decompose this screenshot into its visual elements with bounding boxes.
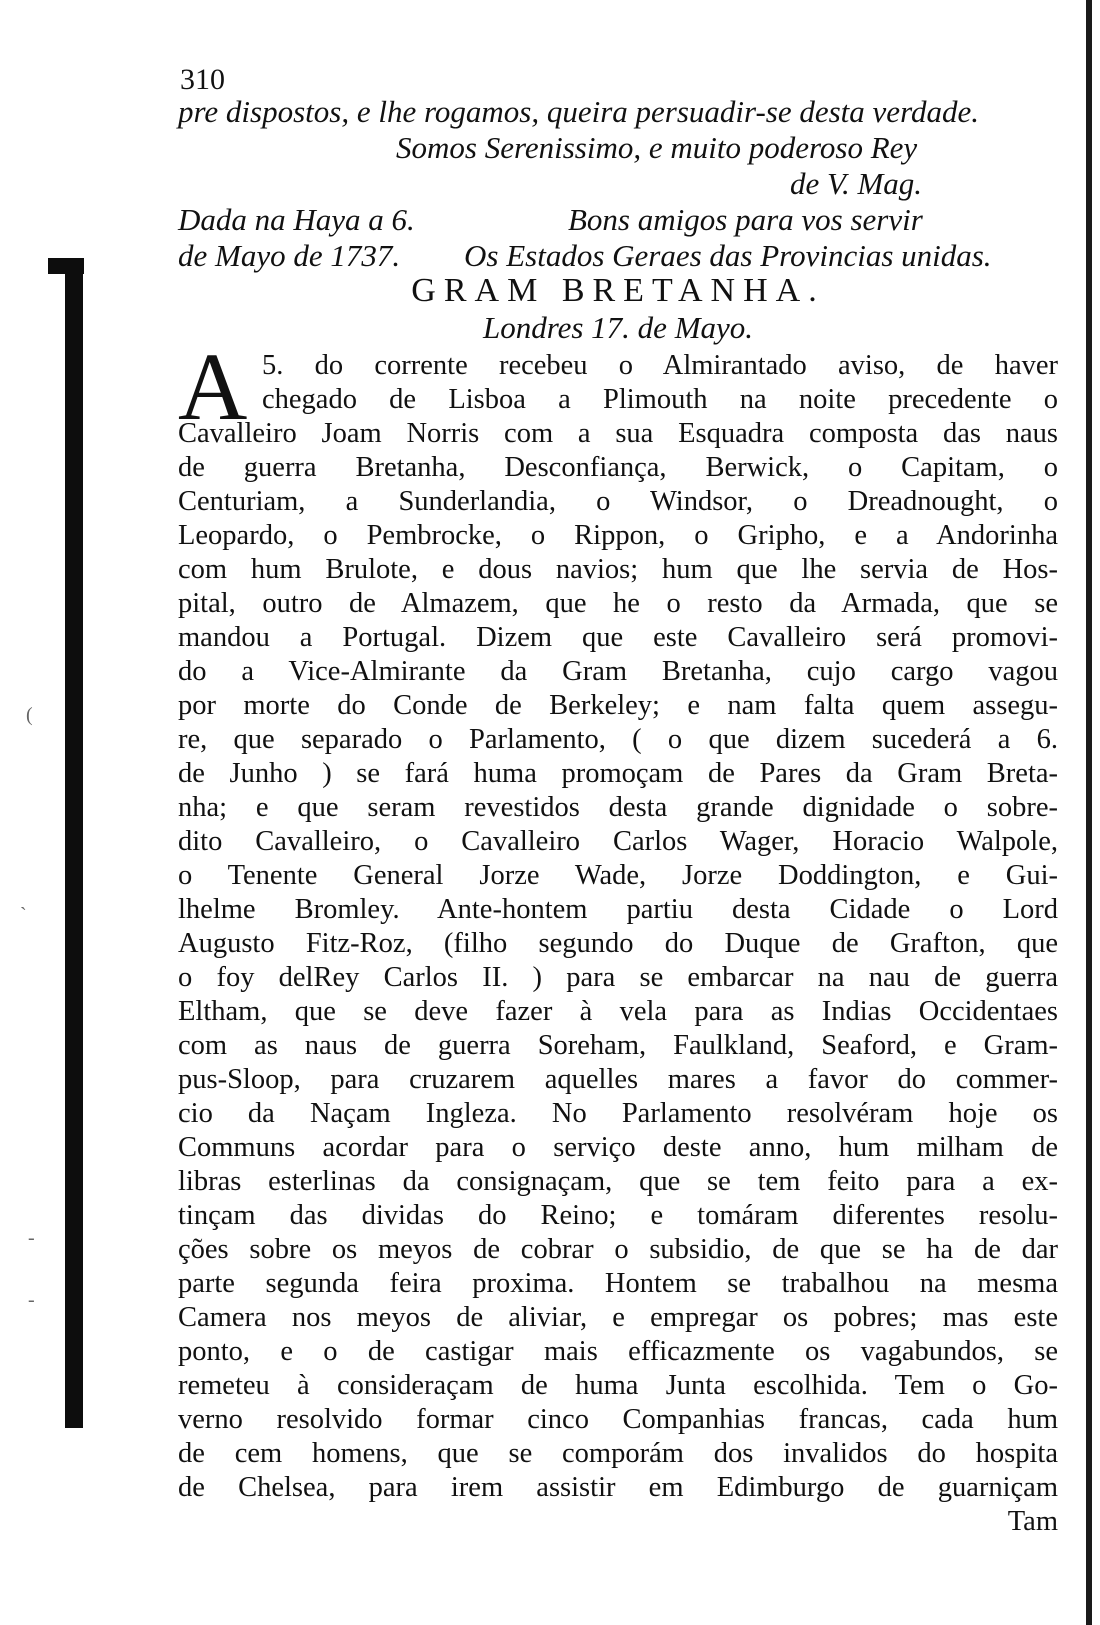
body-line: chegado de Lisboa a Plimouth na noite precedente o (262, 384, 1058, 415)
body-line: de guerra Bretanha, Desconfiança, Berwick, o Capitam, o (178, 452, 1058, 483)
dateline-year: de Mayo de 1737. (178, 238, 401, 273)
salutation: Bons amigos para vos servir (568, 202, 923, 237)
body-line: de cem homens, que se comporám dos invalidos do hospita (178, 1438, 1058, 1469)
signatories: Os Estados Geraes das Provincias unidas. (464, 238, 992, 273)
closing-line-3: de V. Mag. (790, 166, 923, 201)
body-line: verno resolvido formar cinco Companhias francas, cada hum (178, 1404, 1058, 1435)
body-line: Cavalleiro Joam Norris com a sua Esquadra composta das naus (178, 418, 1058, 449)
body-line: remeteu à consideraçam de huma Junta escolhida. Tem o Go- (178, 1370, 1058, 1401)
body-line: libras esterlinas da consignaçam, que se tem feito para a ex- (178, 1166, 1058, 1197)
body-line: mandou a Portugal. Dizem que este Cavalleiro será promovi- (178, 622, 1058, 653)
body-line: ções sobre os meyos de cobrar o subsidio, de que se ha de dar (178, 1234, 1058, 1265)
closing-line-1: pre dispostos, e lhe rogamos, queira persuadir-se desta verdade. (178, 94, 979, 129)
body-line: pital, outro de Almazem, que he o resto da Armada, que se (178, 588, 1058, 619)
binding-edge-left (65, 268, 83, 1428)
body-line: cio da Naçam Ingleza. No Parlamento resolvéram hoje os (178, 1098, 1058, 1129)
margin-speck: - (28, 1227, 35, 1249)
body-line: de Chelsea, para irem assistir em Edimburgo de guarniçam (178, 1472, 1058, 1503)
body-line: dito Cavalleiro, o Cavalleiro Carlos Wager, Horacio Walpole, (178, 826, 1058, 857)
body-line: Eltham, que se deve fazer à vela para as Indias Occidentaes (178, 996, 1058, 1027)
body-line: lhelme Bromley. Ante-hontem partiu desta Cidade o Lord (178, 894, 1058, 925)
catchword: Tam (1007, 1506, 1058, 1537)
body-line: parte segunda feira proxima. Hontem se trabalhou na mesma (178, 1268, 1058, 1299)
body-line: de Junho ) se fará huma promoçam de Pares da Gram Breta- (178, 758, 1058, 789)
body-line: Communs acordar para o serviço deste anno, hum milham de (178, 1132, 1058, 1163)
margin-speck: - (28, 1289, 35, 1311)
body-line: por morte do Conde de Berkeley; e nam falta quem assegu- (178, 690, 1058, 721)
body-line: Centuriam, a Sunderlandia, o Windsor, o Dreadnought, o (178, 486, 1058, 517)
body-line: o Tenente General Jorze Wade, Jorze Doddington, e Gui- (178, 860, 1058, 891)
body-line: pus-Sloop, para cruzarem aquelles mares a favor do commer- (178, 1064, 1058, 1095)
section-dateline: Londres 17. de Mayo. (482, 310, 754, 345)
body-line: Leopardo, o Pembrocke, o Rippon, o Gripho, e a Andorinha (178, 520, 1058, 551)
closing-line-2: Somos Serenissimo, e muito poderoso Rey (396, 130, 918, 165)
body-line: com hum Brulote, e dous navios; hum que lhe servia de Hos- (178, 554, 1058, 585)
margin-speck: ( (26, 704, 33, 726)
body-line: Augusto Fitz-Roz, (filho segundo do Duque de Grafton, que (178, 928, 1058, 959)
body-line: com as naus de guerra Soreham, Faulkland, Seaford, e Gram- (178, 1030, 1058, 1061)
body-line: re, que separado o Parlamento, ( o que dizem sucederá a 6. (178, 724, 1058, 755)
body-line: Camera nos meyos de aliviar, e empregar os pobres; mas este (178, 1302, 1058, 1333)
page-edge-right (1086, 0, 1092, 1625)
body-line: ponto, e o de castigar mais efficazmente os vagabundos, se (178, 1336, 1058, 1367)
page-number: 310 (180, 63, 225, 96)
body-line: tinçam das dividas do Reino; e tomáram diferentes resolu- (178, 1200, 1058, 1231)
body-line: o foy delRey Carlos II. ) para se embarcar na nau de guerra (178, 962, 1058, 993)
dateline-place: Dada na Haya a 6. (178, 202, 415, 237)
body-line: do a Vice-Almirante da Gram Bretanha, cujo cargo vagou (178, 656, 1058, 687)
section-title: GRAM BRETANHA. (411, 272, 825, 309)
margin-speck: ` (20, 904, 27, 926)
body-line: 5. do corrente recebeu o Almirantado aviso, de haver (262, 350, 1058, 381)
body-line: nha; e que seram revestidos desta grande dignidade o sobre- (178, 792, 1058, 823)
drop-cap: A (178, 333, 248, 440)
